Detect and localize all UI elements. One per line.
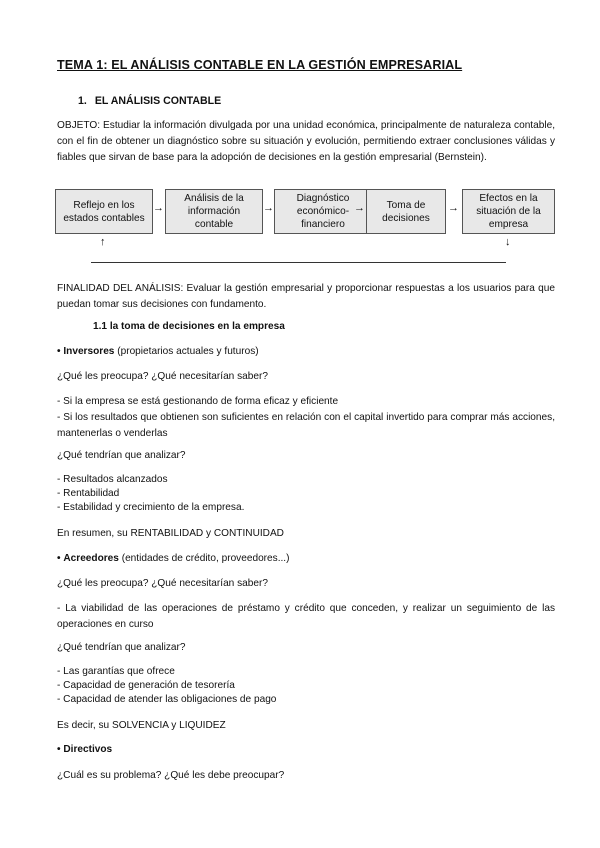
bullet: •	[57, 553, 61, 564]
inversores-heading	[57, 346, 259, 357]
acreedores-analysis-1: - Las garantías que ofrece	[57, 666, 175, 677]
acreedores-question-1: ¿Qué les preocupa? ¿Qué necesitarían saber?	[57, 578, 268, 589]
section-number: 1.	[78, 95, 87, 107]
flow-box-5: Efectos en la situación de la empresa	[462, 189, 555, 234]
inversores-concern-2: - Si los resultados que obtienen son suficientes en relación con el capital invertido para comprar más acciones, mantenerlas o venderlas	[57, 412, 555, 439]
acreedores-concern-1: - La viabilidad de las operaciones de préstamo y crédito que conceden, y realizar un seguimiento de las operaciones en curso	[57, 603, 555, 630]
acreedores-analysis-3: - Capacidad de atender las obligaciones de pago	[57, 694, 277, 705]
flow-arrow-4: →	[448, 202, 459, 214]
acreedores-name: Acreedores	[63, 553, 119, 564]
flow-box-2: Análisis de la información contable	[165, 189, 263, 234]
directivos-heading	[57, 744, 112, 755]
acreedores-desc: (entidades de crédito, proveedores...)	[118, 553, 290, 564]
acreedores-summary: Es decir, su SOLVENCIA y LIQUIDEZ	[57, 720, 226, 731]
section-heading	[78, 95, 221, 107]
inversores-desc: (propietarios actuales y futuros)	[114, 346, 259, 357]
flow-box-1: Reflejo en los estados contables	[55, 189, 153, 234]
section-title: EL ANÁLISIS CONTABLE	[94, 95, 222, 107]
flow-arrow-2: →	[263, 202, 274, 214]
flow-arrow-1: →	[153, 202, 164, 214]
objeto-paragraph: OBJETO: Estudiar la información divulgada por una unidad económica, principalmente de naturaleza contable, con el fin de obtener un diagnóstico sobre su situación y evolución, permitiendo extraer conclusiones válidas y fiables que sirvan de base para la adopción de decisiones en la gestión empresarial (Bernstein).	[57, 120, 555, 163]
inversores-concern-1: - Si la empresa se está gestionando de forma eficaz y eficiente	[57, 396, 339, 407]
acreedores-question-2: ¿Qué tendrían que analizar?	[57, 642, 186, 653]
inversores-summary: En resumen, su RENTABILIDAD y CONTINUIDAD	[57, 528, 284, 539]
inversores-analysis-3: - Estabilidad y crecimiento de la empresa.	[57, 502, 245, 513]
bullet: •	[57, 744, 61, 755]
inversores-question-1: ¿Qué les preocupa? ¿Qué necesitarían saber?	[57, 371, 268, 382]
inversores-name: Inversores	[63, 346, 115, 357]
bullet: •	[57, 346, 61, 357]
inversores-question-2: ¿Qué tendrían que analizar?	[57, 450, 186, 461]
document-title: TEMA 1: EL ANÁLISIS CONTABLE EN LA GESTIÓN EMPRESARIAL	[57, 58, 463, 72]
acreedores-analysis-2: - Capacidad de generación de tesorería	[57, 680, 235, 691]
subsection-heading: 1.1 la toma de decisiones en la empresa	[93, 321, 285, 332]
flow-box-4: Toma de decisiones	[366, 189, 446, 234]
feedback-down-arrow: ↓	[505, 236, 511, 248]
acreedores-heading	[57, 553, 289, 564]
flow-arrow-3: →	[354, 202, 365, 214]
feedback-up-arrow: ↑	[100, 236, 106, 248]
inversores-analysis-2: - Rentabilidad	[57, 488, 120, 499]
flow-box-3: Diagnóstico económico-financiero	[274, 189, 372, 234]
directivos-name: Directivos	[63, 744, 113, 755]
finalidad-paragraph: FINALIDAD DEL ANÁLISIS: Evaluar la gestión empresarial y proporcionar respuestas a los usuarios para que puedan tomar sus decisiones con fundamento.	[57, 283, 555, 310]
directivos-question-1: ¿Cuál es su problema? ¿Qué les debe preocupar?	[57, 770, 285, 781]
feedback-line	[91, 262, 506, 263]
inversores-analysis-1: - Resultados alcanzados	[57, 474, 168, 485]
